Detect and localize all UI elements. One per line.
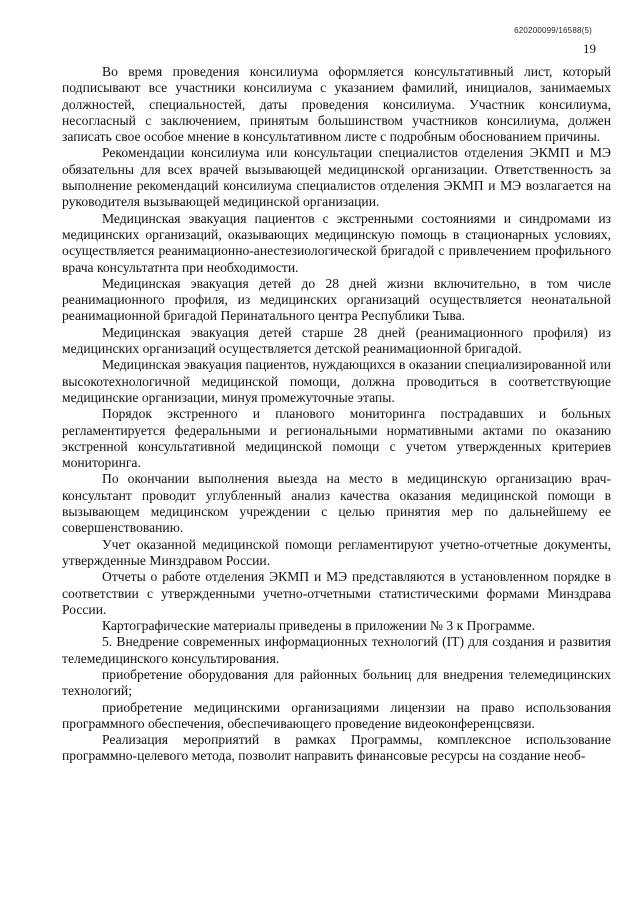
list-item: приобретение оборудования для районных больниц для внедрения телемедицинских технологий; [62, 666, 611, 699]
paragraph: По окончании выполнения выезда на место в медицинскую организацию врач-консультант проводит углубленный анализ качества оказания медицинской помощи в вызывающем медицинском учреждении с целью принятия мер по дальнейшему ее совершенствованию. [62, 471, 611, 536]
paragraph: Медицинская эвакуация детей до 28 дней жизни включительно, в том числе реанимационного профиля, из медицинских организаций осуществляется неонатальной реанимационной бригадой Перинатального центра Республики Тыва. [62, 275, 611, 324]
paragraph: Во время проведения консилиума оформляется консультативный лист, который подписывают все участники консилиума с указанием фамилий, инициалов, занимаемых должностей, специальностей, даты проведения консилиума. Участник консилиума, несогласный с заключением, принятым большинством участников консилиума, должен записать свое особое мнение в консультативном листе с подробным обоснованием причины. [62, 64, 611, 145]
paragraph: Рекомендации консилиума или консультации специалистов отделения ЭКМП и МЭ обязательны для всех врачей вызывающей медицинской организации. Ответственность за выполнение рекомендаций консилиума специалистов отделения ЭКМП и МЭ возлагается на руководителя вызывающей медицинской организации. [62, 145, 611, 210]
list-item: приобретение медицинскими организациями лицензии на право использования программного обеспечения, обеспечивающего проведение видеоконференцсвязи. [62, 699, 611, 731]
paragraph: Отчеты о работе отделения ЭКМП и МЭ представляются в установленном порядке в соответствии с утвержденными учетно-отчетными статистическими формами Минздрава России. [62, 569, 611, 617]
paragraph: Медицинская эвакуация пациентов, нуждающихся в оказании специализированной или высокотехнологичной медицинской помощи, должна проводиться в соответствующие медицинские организации, минуя промежуточные этапы. [62, 357, 611, 405]
paragraph: Медицинская эвакуация пациентов с экстренными состояниями и синдромами из медицинских организаций, оказывающих медицинскую помощь в стационарных условиях, осуществляется реанимационно-анестезиологической бригадой с привлечением профильного врача консультатнта при необходимости. [62, 210, 611, 275]
paragraph: Медицинская эвакуация детей старше 28 дней (реанимационного профиля) из медицинских организаций осуществляется детской реанимационной бригадой. [62, 324, 611, 357]
paragraph: Учет оказанной медицинской помощи регламентируют учетно-отчетные документы, утвержденные Минздравом России. [62, 536, 611, 568]
page-number: 19 [583, 41, 596, 56]
paragraph: Порядок экстренного и планового мониторинга пострадавших и больных регламентируется федеральными и региональными нормативными актами по оказанию экстренной консультативной медицинской помощи с учетом утвержденных критериев мониторинга. [62, 406, 611, 471]
paragraph: Реализация мероприятий в рамках Программы, комплексное использование программно-целевого метода, позволит направить финансовые ресурсы на создание необ- [62, 732, 611, 764]
document-body [62, 64, 611, 765]
document-code: 620200099/16588(5) [514, 26, 592, 35]
paragraph: Картографические материалы приведены в приложении № 3 к Программе. [102, 618, 536, 634]
section-heading: 5. Внедрение современных информационных технологий (IT) для создания и развития телемедицинского консультирования. [62, 634, 611, 666]
